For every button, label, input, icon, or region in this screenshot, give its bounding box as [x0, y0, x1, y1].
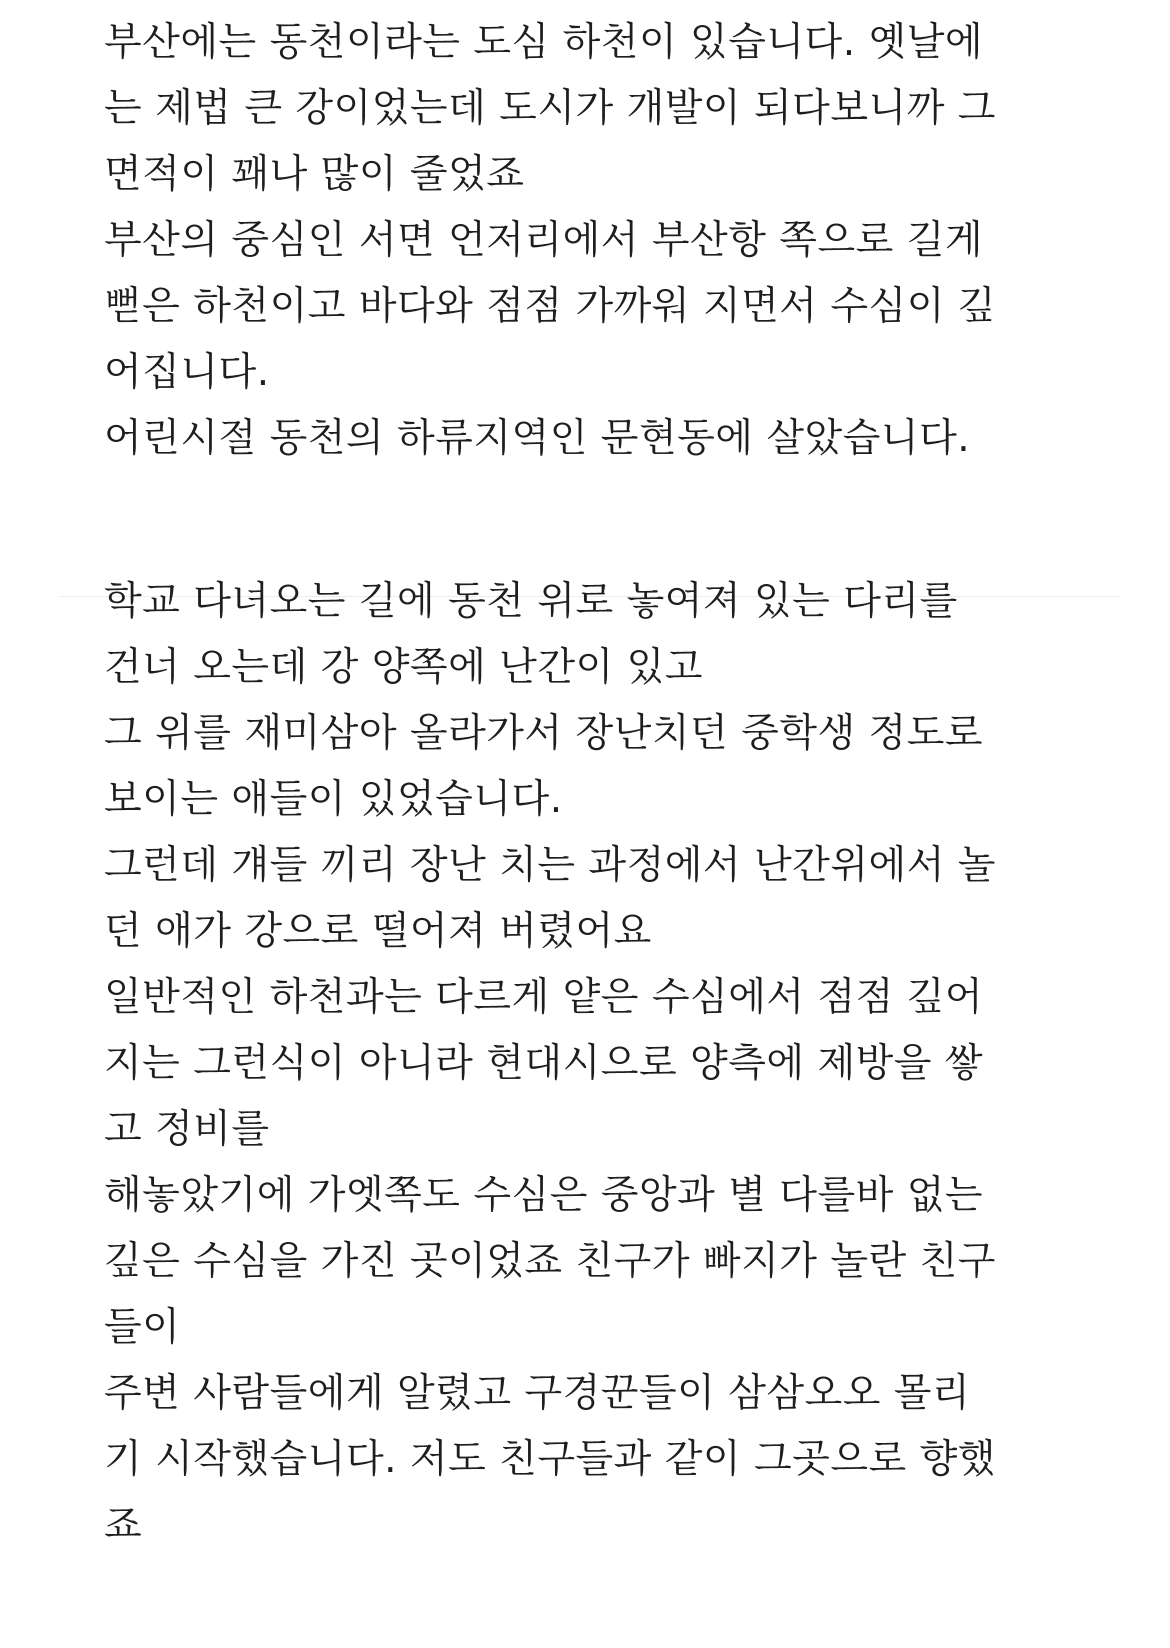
text-line: 뻗은 하천이고 바다와 점점 가까워 지면서 수심이 깊 — [104, 284, 996, 329]
text-line: 들이 — [104, 1305, 181, 1350]
text-line: 주변 사람들에게 알렸고 구경꾼들이 삼삼오오 몰리 — [104, 1371, 971, 1416]
text-line: 그 위를 재미삼아 올라가서 장난치던 중학생 정도로 — [104, 711, 984, 756]
text-line: 어린시절 동천의 하류지역인 문현동에 살았습니다. — [104, 416, 971, 461]
paragraph-2 — [104, 569, 1084, 1559]
text-line: 지는 그런식이 아니라 현대시으로 양측에 제방을 쌓 — [104, 1041, 984, 1086]
text-line: 는 제법 큰 강이었는데 도시가 개발이 되다보니까 그 — [104, 86, 996, 131]
text-line: 어집니다. — [104, 350, 270, 395]
text-line: 고 정비를 — [104, 1107, 270, 1152]
text-line: 해놓았기에 가엣쪽도 수심은 중앙과 별 다를바 없는 — [104, 1173, 984, 1218]
text-line: 학교 다녀오는 길에 동천 위로 놓여져 있는 다리를 — [104, 579, 958, 624]
text-line: 보이는 애들이 있었습니다. — [104, 777, 563, 822]
text-line: 부산의 중심인 서면 언저리에서 부산항 쪽으로 길게 — [104, 218, 984, 263]
text-line: 면적이 꽤나 많이 줄었죠 — [104, 152, 525, 197]
text-line: 깊은 수심을 가진 곳이었죠 친구가 빠지가 놀란 친구 — [104, 1239, 996, 1284]
paragraph-1 — [104, 10, 1084, 472]
text-line: 그런데 걔들 끼리 장난 치는 과정에서 난간위에서 놀 — [104, 843, 996, 888]
text-line: 죠 — [104, 1503, 143, 1548]
text-line: 일반적인 하천과는 다르게 얕은 수심에서 점점 깊어 — [104, 975, 984, 1020]
text-line: 부산에는 동천이라는 도심 하천이 있습니다. 옛날에 — [104, 20, 984, 65]
text-line: 기 시작했습니다. 저도 친구들과 같이 그곳으로 향했 — [104, 1437, 996, 1482]
text-line: 던 애가 강으로 떨어져 버렸어요 — [104, 909, 652, 954]
text-line: 건너 오는데 강 양쪽에 난간이 있고 — [104, 645, 703, 690]
